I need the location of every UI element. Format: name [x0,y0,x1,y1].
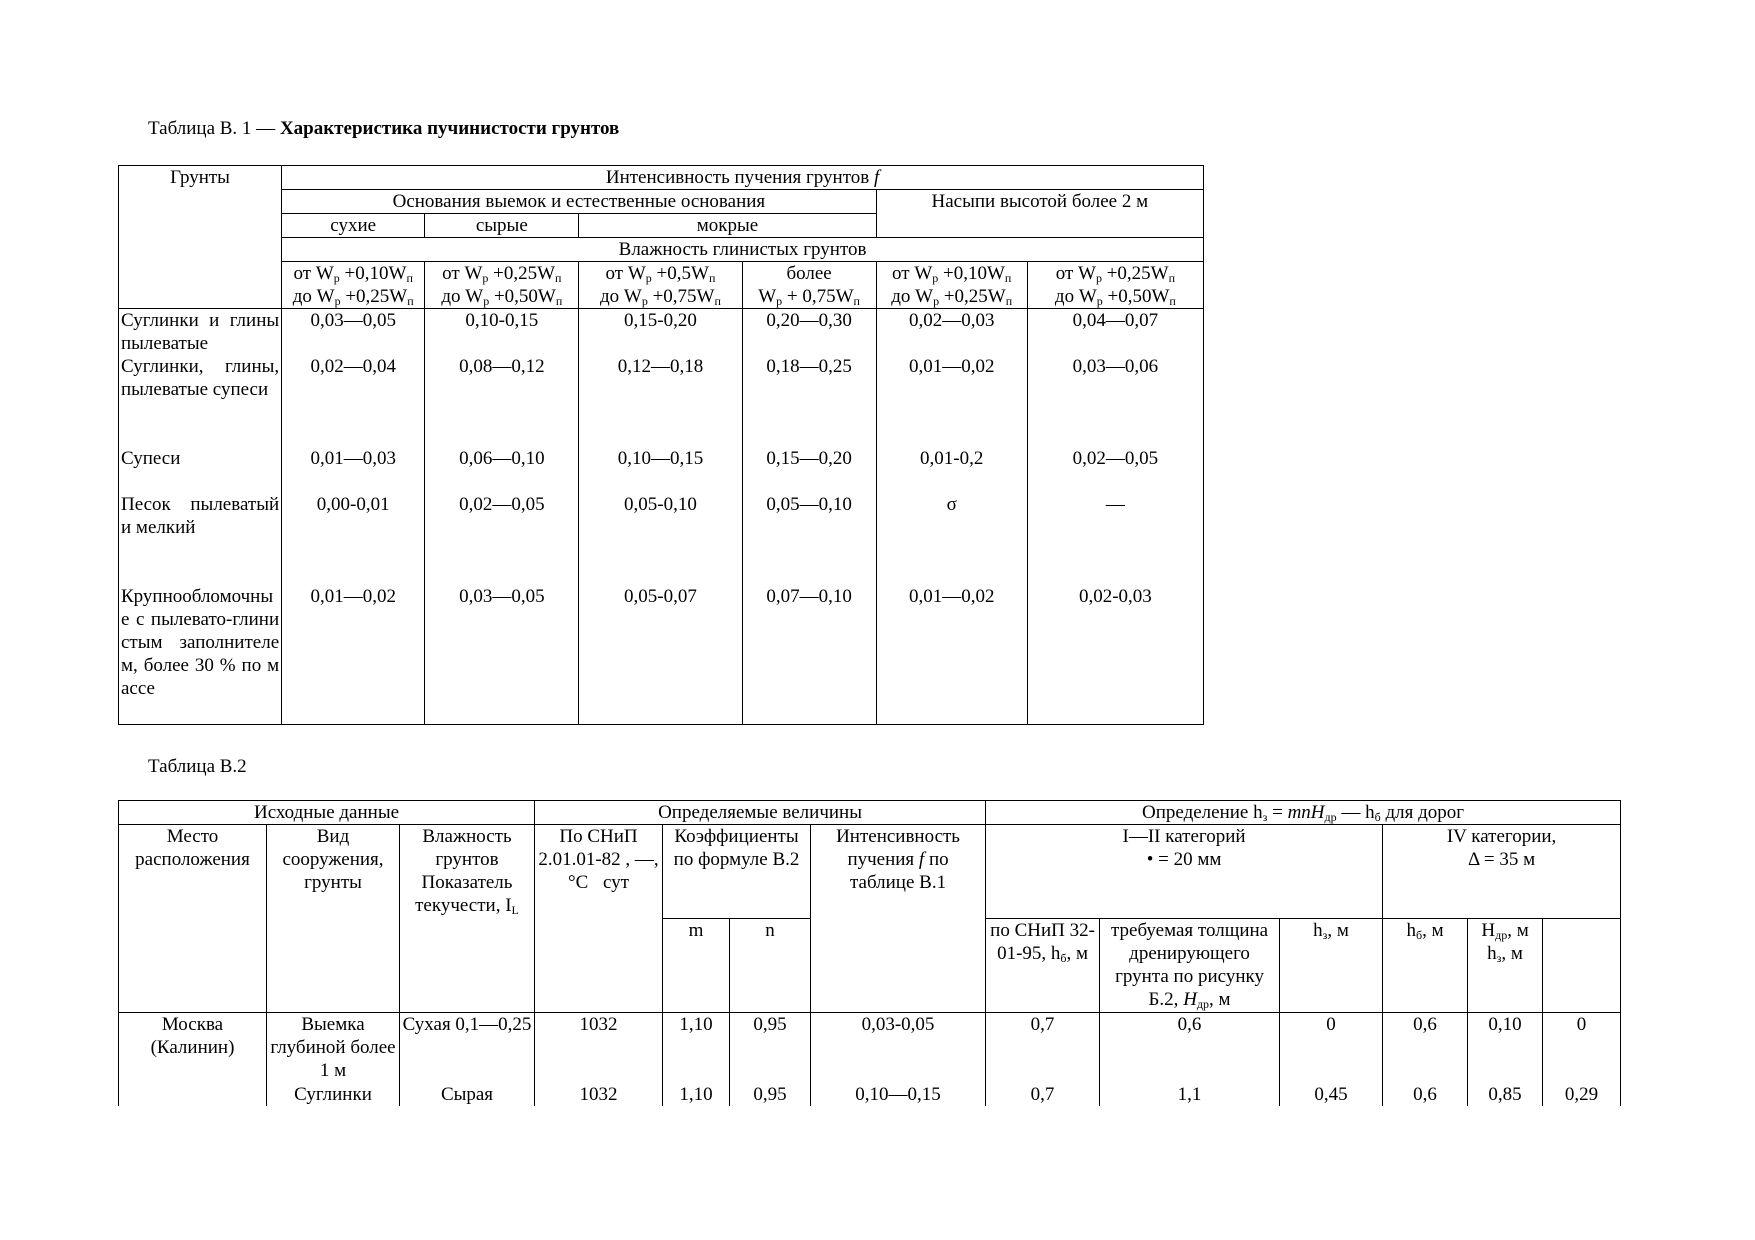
caption-title: Характеристика пучинистости грунтов [279,118,620,139]
value-cell: 0,02-0,03 [1027,585,1203,724]
table-row [119,447,1204,493]
header-iskhodnye: Исходные данные [119,801,535,825]
value-cell: 0,03—0,05 [425,585,579,724]
cell-m: 1,10 [663,1013,730,1083]
cell-hb4: 0,6 [1383,1083,1468,1106]
cell-hz: 0,45 [1280,1083,1383,1106]
value-cell: 0,02—0,03 [876,309,1027,356]
header-koef: Коэффициенты по формуле В.2 [663,825,811,919]
header-cat-1-2: I—II категорий • = 20 мм [986,825,1383,919]
cell-Hdr4: 0,85 [1468,1083,1543,1106]
header-intensivnost: Интенсивность пучения f по таблице В.1 [811,825,986,1013]
range-cell: от $W_р +0,25W_п$ до $W_р +0,50W_п$ [425,262,579,309]
cell-snip: 1032 [535,1013,663,1083]
cell-hb: 0,7 [986,1083,1100,1106]
table-row [119,1083,1621,1106]
cell-f: 0,03-0,05 [811,1013,986,1083]
header-syrye: сырые [425,214,579,238]
value-cell: 0,00-0,01 [282,493,425,585]
header-hb: $h_б$, м [1383,919,1468,1013]
soil-name: Крупнообломочные с пылевато-глинистым заполнителем, более 30 % по массе [119,585,282,724]
table-row [119,355,1204,447]
header-mesto: Место расположения [119,825,267,1013]
header-vlazhnost: Влажность глинистых грунтов [282,238,1204,262]
cell-hz: 0 [1280,1013,1383,1083]
value-cell: 0,01—0,03 [282,447,425,493]
header-opredelyaemye: Определяемые величины [535,801,986,825]
value-cell: 0,01—0,02 [282,585,425,724]
header-sukhie: сухие [282,214,425,238]
value-cell: 0,01—0,02 [876,355,1027,447]
value-cell: 0,01—0,02 [876,585,1027,724]
table-row [119,1013,1621,1083]
soil-name: Песок пылеватый и мелкий [119,493,282,585]
table-row [119,309,1204,356]
value-cell: 0,05-0,10 [579,493,742,585]
value-cell: 0,05—0,10 [742,493,876,585]
cell-n: 0,95 [730,1083,811,1106]
cell-vlazh: Сырая [400,1083,535,1106]
header-hdr: требуемая толщина дренирующего грунта по рисунку Б.2, $H_{др}$, м [1100,919,1280,1013]
table-row [119,585,1204,724]
value-cell: 0,06—0,10 [425,447,579,493]
value-cell: 0,07—0,10 [742,585,876,724]
value-cell: 0,02—0,05 [1027,447,1203,493]
value-cell: σ [876,493,1027,585]
value-cell: 0,15—0,20 [742,447,876,493]
header-empty [1543,919,1621,1013]
header-hz: $h_з$, м [1280,919,1383,1013]
value-cell: 0,18—0,25 [742,355,876,447]
header-osnovaniya: Основания выемок и естественные основания [282,190,876,214]
cell-hb: 0,7 [986,1013,1100,1083]
value-cell: 0,02—0,04 [282,355,425,447]
range-cell: более $W_р + 0,75W_п$ [742,262,876,309]
value-cell: 0,10—0,15 [579,447,742,493]
value-cell: 0,12—0,18 [579,355,742,447]
range-cell: от $W_р +0,10W_п$ до $W_р +0,25W_п$ [876,262,1027,309]
caption-prefix: Таблица В. 1 — [148,118,276,139]
header-nasypi: Насыпи высотой более 2 м [876,190,1203,238]
soil-name: Суглинки и глины пылеватые [119,309,282,356]
value-cell: 0,04—0,07 [1027,309,1203,356]
cell-n: 0,95 [730,1013,811,1083]
header-m: m [663,919,730,1013]
header-mokrye: мокрые [579,214,876,238]
header-opredelenie: Определение $h_з = mnH_{др}$ — $h_б$ для дорог [986,801,1621,825]
header-vlazhnost: Влажность грунтов Показатель текучести, $I_L$ [400,825,535,1013]
table-b2 [118,800,1621,1106]
cell-mesto [119,1083,267,1106]
value-cell: — [1027,493,1203,585]
header-n: n [730,919,811,1013]
header-grunty: Грунты [119,166,282,309]
cell-Hdr4: 0,10 [1468,1013,1543,1083]
cell-m: 1,10 [663,1083,730,1106]
value-cell: 0,03—0,06 [1027,355,1203,447]
cell-f: 0,10—0,15 [811,1083,986,1106]
header-Hdr-hz: $H_{др}$, м $h_з$, м [1468,919,1543,1013]
value-cell: 0,15-0,20 [579,309,742,356]
value-cell: 0,02—0,05 [425,493,579,585]
cell-hz4: 0 [1543,1013,1621,1083]
table-row [119,493,1204,585]
header-cat-4: IV категории, Δ = 35 м [1383,825,1621,919]
header-hb-snip: по СНиП 32-01-95, $h_б$, м [986,919,1100,1013]
cell-hz4: 0,29 [1543,1083,1621,1106]
table-b1 [118,165,1204,725]
soil-name: Супеси [119,447,282,493]
cell-hdr: 0,6 [1100,1013,1280,1083]
cell-vid: Суглинки [267,1083,400,1106]
value-cell: 0,10-0,15 [425,309,579,356]
cell-hdr: 1,1 [1100,1083,1280,1106]
value-cell: 0,03—0,05 [282,309,425,356]
cell-vid: Выемка глубиной более 1 м [267,1013,400,1083]
header-snip: По СНиП 2.01.01-82 , —, °С⃞сут [535,825,663,1013]
range-cell: от $W_р +0,5W_п$ до $W_р +0,75W_п$ [579,262,742,309]
cell-snip: 1032 [535,1083,663,1106]
value-cell: 0,01-0,2 [876,447,1027,493]
cell-vlazh: Сухая 0,1—0,25 [400,1013,535,1083]
table-b1-caption [148,118,619,140]
cell-hb4: 0,6 [1383,1013,1468,1083]
cell-mesto: Москва (Калинин) [119,1013,267,1083]
header-vid: Вид сооружения, грунты [267,825,400,1013]
header-intensity: Интенсивность пучения грунтов f [282,166,1204,190]
value-cell: 0,08—0,12 [425,355,579,447]
soil-name: Суглинки, глины, пылеватые супеси [119,355,282,447]
range-cell: от $W_р +0,25W_п$ до $W_р +0,50W_п$ [1027,262,1203,309]
range-cell: от $W_р +0,10W_п$ до $W_р +0,25W_п$ [282,262,425,309]
table-b2-caption: Таблица В.2 [148,756,247,777]
value-cell: 0,05-0,07 [579,585,742,724]
value-cell: 0,20—0,30 [742,309,876,356]
